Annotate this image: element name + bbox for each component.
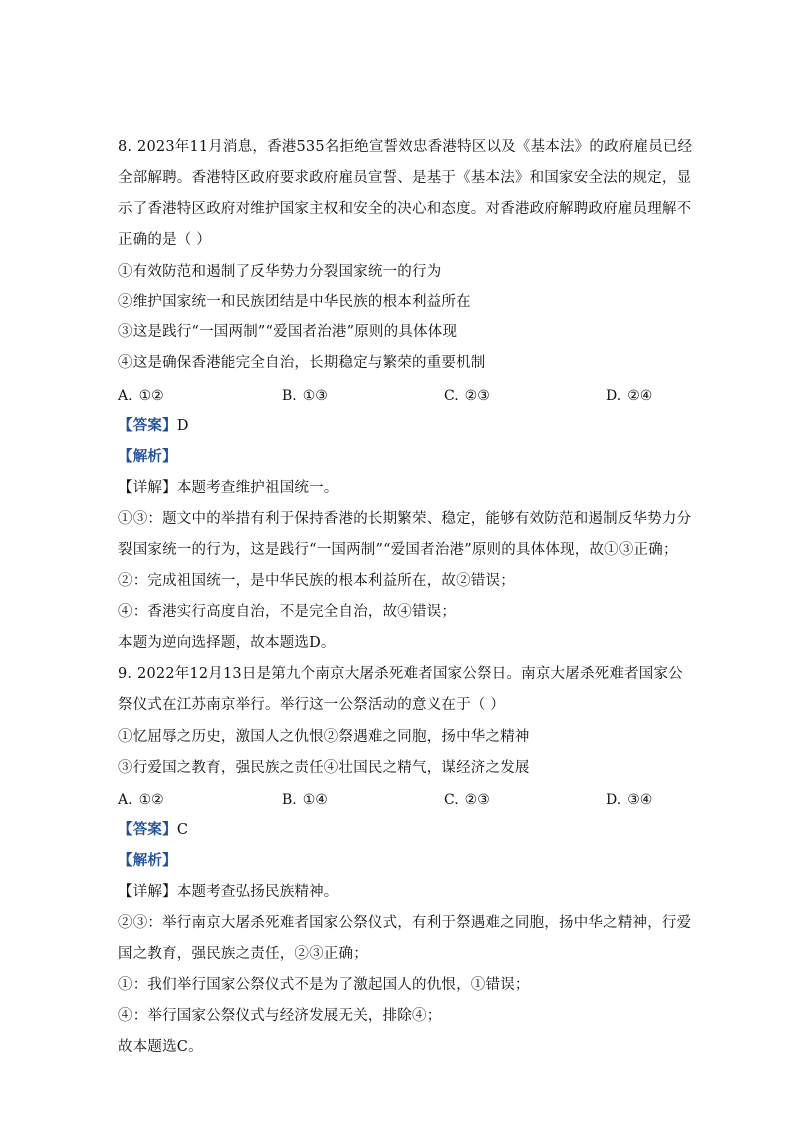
answer-value: C (176, 822, 189, 838)
q8-option-c (444, 386, 490, 406)
q8-item-4: ④这是确保香港能完全自治，长期稳定与繁荣的重要机制 (118, 355, 486, 371)
option-label: D. (606, 792, 622, 808)
q8-stem-line-3: 示了香港特区政府对维护国家主权和安全的决心和态度。对香港政府解聘政府雇员理解不 (118, 201, 692, 217)
q9-explanation-line-1: ②③：举行南京大屠杀死难者国家公祭仪式，有利于祭遇难之同胞，扬中华之精神，行爱 (118, 915, 692, 931)
q9-answer (118, 820, 188, 840)
q9-option-d (606, 790, 652, 810)
q8-item-3: ③这是践行“一国两制”“爱国者治港”原则的具体体现 (118, 324, 458, 340)
q8-explanation-line-2: 裂国家统一的行为，这是践行“一国两制”“爱国者治港”原则的具体体现，故①③正确； (118, 542, 678, 558)
q9-option-b (282, 790, 328, 810)
q8-stem-line-1: 8. 2023年11月消息，香港535名拒绝宣誓效忠香港特区以及《基本法》的政府雇员已经 (118, 139, 693, 155)
option-label: D. (606, 388, 622, 404)
option-label: C. (444, 792, 459, 808)
option-label: A. (118, 792, 133, 808)
option-text: ①② (138, 792, 164, 808)
q9-item-2: ③行爱国之教育，强民族之责任④壮国民之精气，谋经济之发展 (118, 760, 530, 776)
q8-item-1: ①有效防范和遏制了反华势力分裂国家统一的行为 (118, 264, 442, 280)
detail-tag: 【详解】 (118, 884, 177, 900)
q9-option-a (118, 790, 164, 810)
q9-explanation-line-3: ①：我们举行国家公祭仪式不是为了激起国人的仇恨，①错误； (118, 977, 530, 993)
option-text: ②③ (464, 792, 490, 808)
analysis-tag: 【解析】 (118, 852, 177, 869)
q8-item-2: ②维护国家统一和民族团结是中华民族的根本利益所在 (118, 294, 471, 310)
option-text: ②③ (464, 388, 490, 404)
q9-stem-line-1: 9. 2022年12月13日是第九个南京大屠杀死难者国家公祭日。南京大屠杀死难者国家公 (118, 666, 683, 682)
option-text: ①④ (302, 792, 328, 808)
q8-stem-line-4: 正确的是（ ） (118, 232, 212, 248)
analysis-tag: 【解析】 (118, 448, 177, 465)
q8-detail (118, 478, 339, 498)
q9-item-1: ①忆屈辱之历史，激国人之仇恨②祭遇难之同胞，扬中华之精神 (118, 729, 530, 745)
answer-tag: 【答案】 (118, 417, 177, 434)
q8-explanation-line-5: 本题为逆向选择题，故本题选D。 (118, 635, 336, 651)
q9-stem-line-2: 祭仪式在江苏南京举行。举行这一公祭活动的意义在于（ ） (118, 697, 506, 713)
detail-tag: 【详解】 (118, 480, 177, 496)
answer-tag: 【答案】 (118, 821, 177, 838)
option-label: A. (118, 388, 133, 404)
detail-intro: 本题考查维护祖国统一。 (176, 480, 339, 496)
q8-analysis (118, 447, 177, 467)
q8-explanation-line-4: ④：香港实行高度自治，不是完全自治，故④错误； (118, 604, 457, 620)
option-label: C. (444, 388, 459, 404)
option-text: ①② (138, 388, 164, 404)
q9-detail (118, 882, 339, 902)
q9-explanation-line-4: ④：举行国家公祭仪式与经济发展无关，排除④； (118, 1008, 442, 1024)
option-label: B. (282, 388, 297, 404)
option-text: ②④ (627, 388, 653, 404)
option-label: B. (282, 792, 297, 808)
q8-answer (118, 416, 189, 436)
option-text: ①③ (302, 388, 328, 404)
q8-option-b (282, 386, 328, 406)
q8-explanation-line-3: ②：完成祖国统一，是中华民族的根本利益所在，故②错误； (118, 573, 515, 589)
q8-stem-line-2: 全部解聘。香港特区政府要求政府雇员宣誓、是基于《基本法》和国家安全法的规定，显 (118, 170, 692, 186)
q8-option-a (118, 386, 164, 406)
q9-analysis (118, 851, 177, 871)
q9-option-c (444, 790, 490, 810)
q8-option-d (606, 386, 652, 406)
option-text: ③④ (627, 792, 653, 808)
q8-explanation-line-1: ①③：题文中的举措有利于保持香港的长期繁荣、稳定，能够有效防范和遏制反华势力分 (118, 511, 692, 527)
answer-value: D (176, 418, 189, 434)
q9-explanation-line-5: 故本题选C。 (118, 1039, 203, 1055)
q9-explanation-line-2: 国之教育，强民族之责任，②③正确； (118, 946, 368, 962)
detail-intro: 本题考查弘扬民族精神。 (176, 884, 339, 900)
